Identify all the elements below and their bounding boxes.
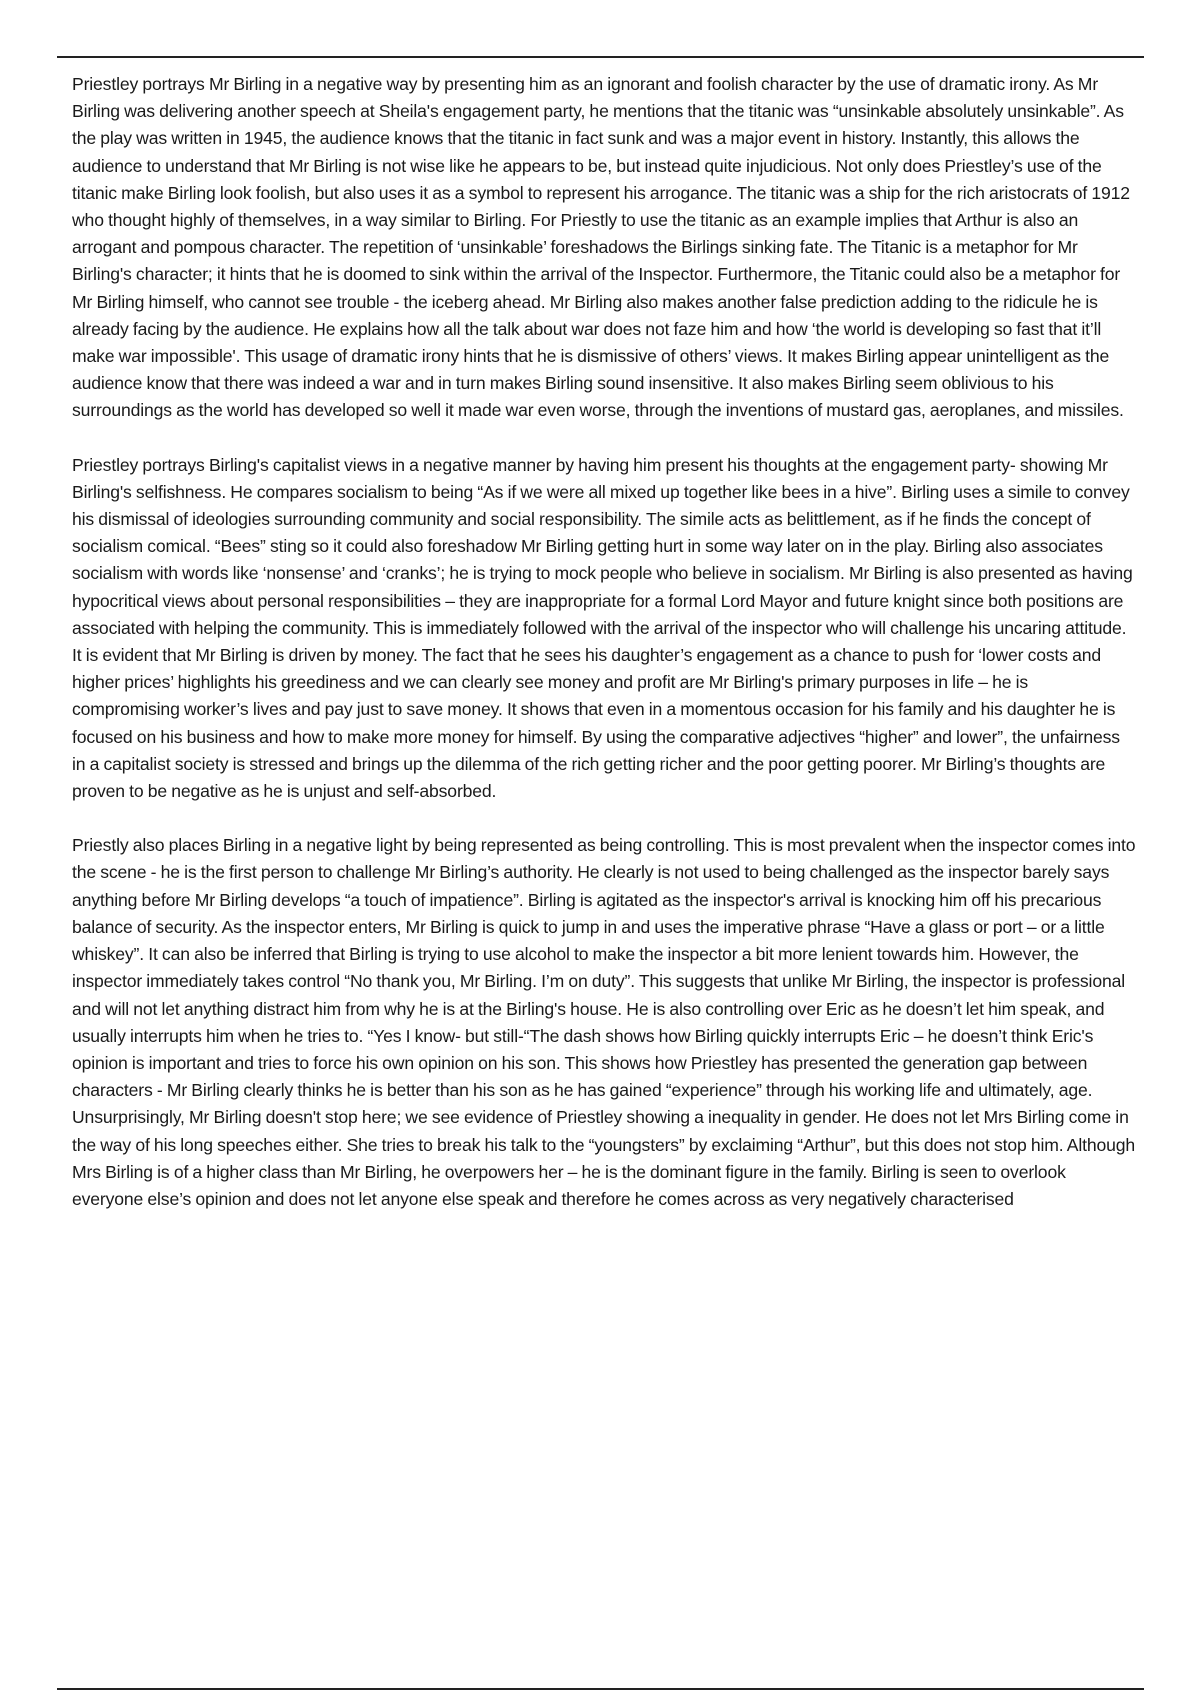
paragraph-controlling: Priestly also places Birling in a negative light by being represented as being controlling. This is most prevalent when the inspector comes into the scene - he is the first person to challenge Mr Birling’s authority. He clearly is not used to being challenged as the inspector barely says anything before Mr Birling develops “a touch of impatience”. Birling is agitated as the inspector's arrival is knocking him off his precarious balance of security. As the inspector enters, Mr Birling is quick to jump in and uses the imperative phrase “Have a glass or port – or a little whiskey”. It can also be inferred that Birling is trying to use alcohol to make the inspector a bit more lenient towards him. However, the inspector immediately takes control “No thank you, Mr Birling. I’m on duty”. This suggests that unlike Mr Birling, the inspector is professional and will not let anything distract him from why he is at the Birling's house. He is also controlling over Eric as he doesn’t let him speak, and usually interrupts him when he tries to. “Yes I know- but still-“The dash shows how Birling quickly interrupts Eric – he doesn’t think Eric's opinion is important and tries to force his own opinion on his son. This shows how Priestley has presented the generation gap between characters - Mr Birling clearly thinks he is better than his son as he has gained “experience” through his working life and ultimately, age. Unsurprisingly, Mr Birling doesn't stop here; we see evidence of Priestley showing a inequality in gender. He does not let Mrs Birling come in the way of his long speeches either. She tries to break his talk to the “youngsters” by exclaiming “Arthur”, but this does not stop him. Although Mrs Birling is of a higher class than Mr Birling, he overpowers her – he is the dominant figure in the family. Birling is seen to overlook everyone else’s opinion and does not let anyone else speak and therefore he comes across as very negatively characterised xyxy=(72,835,1136,1209)
footer-rule xyxy=(57,1688,1144,1690)
paragraph-capitalist-views: Priestley portrays Birling's capitalist views in a negative manner by having him present his thoughts at the engagement party- showing Mr Birling's selfishness. He compares socialism to being “As if we were all mixed up together like bees in a hive”. Birling uses a simile to convey his dismissal of ideologies surrounding community and social responsibility. The simile acts as belittlement, as if he finds the concept of socialism comical. “Bees” sting so it could also foreshadow Mr Birling getting hurt in some way later on in the play. Birling also associates socialism with words like ‘nonsense’ and ‘cranks’; he is trying to mock people who believe in socialism. Mr Birling is also presented as having hypocritical views about personal responsibilities – they are inappropriate for a formal Lord Mayor and future knight since both positions are associated with helping the community. This is immediately followed with the arrival of the inspector who will challenge his uncaring attitude. It is evident that Mr Birling is driven by money. The fact that he sees his daughter’s engagement as a chance to push for ‘lower costs and higher prices’ highlights his greediness and we can clearly see money and profit are Mr Birling's primary purposes in life – he is compromising worker’s lives and pay just to save money. It shows that even in a momentous occasion for his family and his daughter he is focused on his business and how to make more money for himself. By using the comparative adjectives “higher” and lower”, the unfairness in a capitalist society is stressed and brings up the dilemma of the rich getting richer and the poor getting poorer. Mr Birling’s thoughts are proven to be negative as he is unjust and self-absorbed. xyxy=(72,454,1133,802)
header-rule xyxy=(57,56,1144,58)
essay-body xyxy=(72,71,1136,1240)
paragraph-titanic-irony: Priestley portrays Mr Birling in a negative way by presenting him as an ignorant and foolish character by the use of dramatic irony. As Mr Birling was delivering another speech at Sheila's engagement party, he mentions that the titanic was “unsinkable absolutely unsinkable”. As the play was written in 1945, the audience knows that the titanic in fact sunk and was a major event in history. Instantly, this allows the audience to understand that Mr Birling is not wise like he appears to be, but instead quite injudicious. Not only does Priestley’s use of the titanic make Birling look foolish, but also uses it as a symbol to represent his arrogance. The titanic was a ship for the rich aristocrats of 1912 who thought highly of themselves, in a way similar to Birling. For Priestly to use the titanic as an example implies that Arthur is also an arrogant and pompous character. The repetition of ‘unsinkable’ foreshadows the Birlings sinking fate. The Titanic is a metaphor for Mr Birling's character; it hints that he is doomed to sink within the arrival of the Inspector. Furthermore, the Titanic could also be a metaphor for Mr Birling himself, who cannot see trouble - the iceberg ahead. Mr Birling also makes another false prediction adding to the ridicule he is already facing by the audience. He explains how all the talk about war does not faze him and how ‘the world is developing so fast that it’ll make war impossible'. This usage of dramatic irony hints that he is dismissive of others’ views. It makes Birling appear unintelligent as the audience know that there was indeed a war and in turn makes Birling sound insensitive. It also makes Birling seem oblivious to his surroundings as the world has developed so well it made war even worse, through the inventions of mustard gas, aeroplanes, and missiles. xyxy=(72,74,1130,421)
